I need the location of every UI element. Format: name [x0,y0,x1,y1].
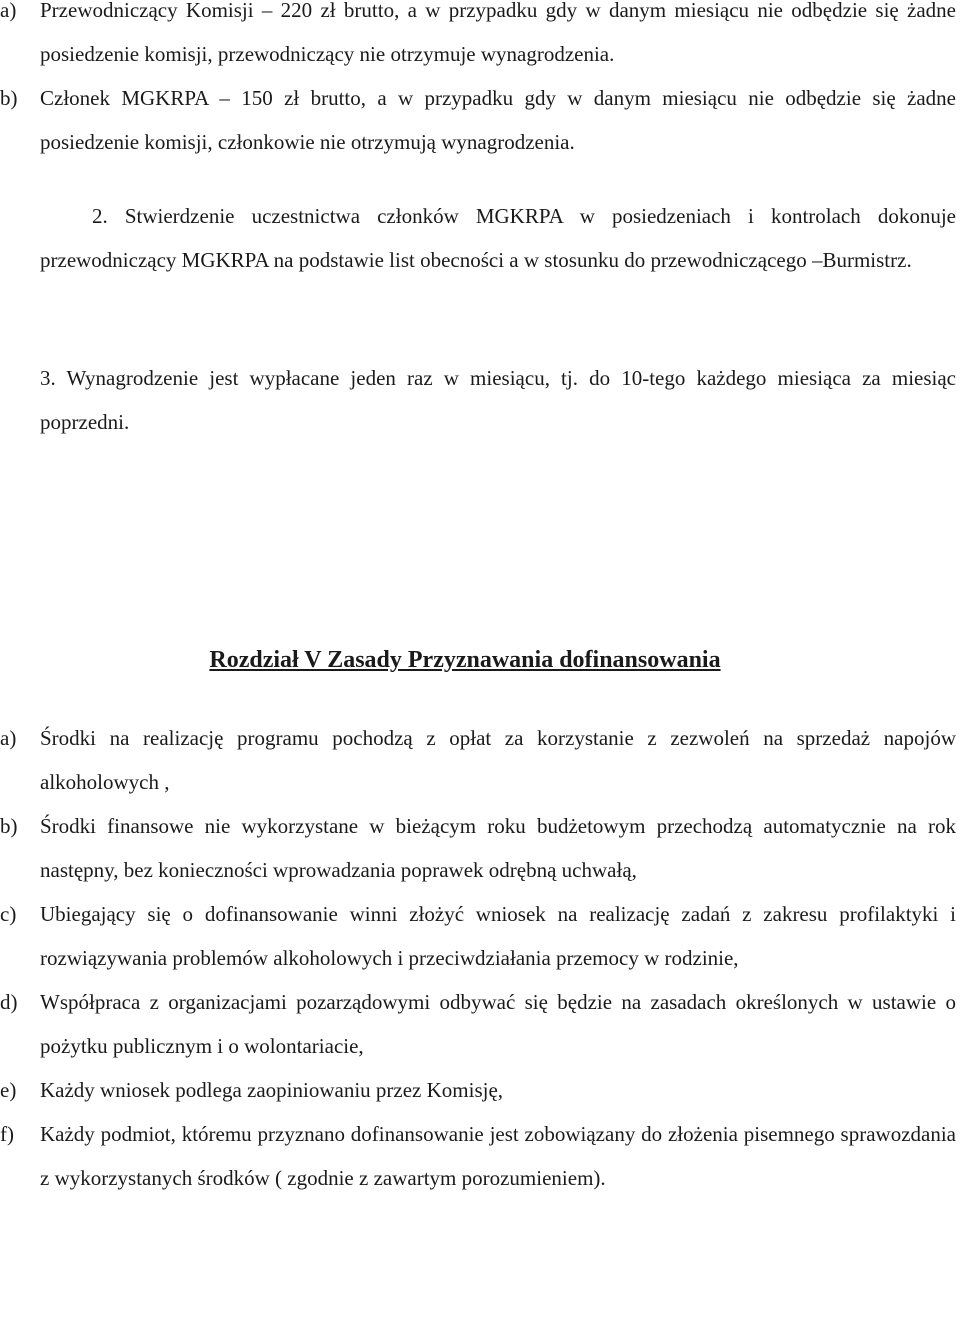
list-item-text: Środki finansowe nie wykorzystane w bieżącym roku budżetowym przechodzą automatycznie na rok następny, bez konieczności wprowadzania poprawek odrębną uchwałą, [40,814,956,882]
list-marker: d) [0,990,18,1014]
list-item [0,804,960,892]
paragraph-text: 3. Wynagrodzenie jest wypłacane jeden raz w miesiącu, tj. do 10-tego każdego miesiąca za miesiąc poprzedni. [40,366,956,434]
paragraph-payment [0,356,960,444]
list-item [0,76,960,164]
list-item-text: Każdy podmiot, któremu przyznano dofinansowanie jest zobowiązany do złożenia pisemnego sprawozdania z wykorzystanych środków ( zgodnie z zawartym porozumieniem). [40,1122,956,1190]
list-item-text: Przewodniczący Komisji – 220 zł brutto, a w przypadku gdy w danym miesiącu nie odbędzie się żadne posiedzenie komisji, przewodniczący nie otrzymuje wynagrodzenia. [40,0,956,66]
list-marker: b) [0,814,18,838]
list-marker: a) [0,0,17,22]
list-marker: c) [0,902,17,926]
list-item-text: Członek MGKRPA – 150 zł brutto, a w przypadku gdy w danym miesiącu nie odbędzie się żadne posiedzenie komisji, członkowie nie otrzymują wynagrodzenia. [40,86,956,154]
list-marker: f) [0,1122,14,1146]
funding-rules-list [0,716,960,1200]
list-item [0,1112,960,1200]
list-item-text: Ubiegający się o dofinansowanie winni złożyć wniosek na realizację zadań z zakresu profilaktyki i rozwiązywania problemów alkoholowych i przeciwdziałania przemocy w rodzinie, [40,902,956,970]
list-item-text: Każdy wniosek podlega zaopiniowaniu przez Komisję, [40,1078,504,1102]
list-marker: e) [0,1078,17,1102]
list-item [0,1068,960,1112]
list-item [0,0,960,76]
remuneration-list [0,0,960,164]
section-heading: Rozdział V Zasady Przyznawania dofinansowania [209,647,721,673]
list-item-text: Środki na realizację programu pochodzą z opłat za korzystanie z zezwoleń na sprzedaż napojów alkoholowych , [40,726,956,794]
list-marker: b) [0,86,18,110]
list-marker: a) [0,726,17,750]
paragraph-attendance [0,194,960,282]
list-item [0,892,960,980]
list-item-text: Współpraca z organizacjami pozarządowymi odbywać się będzie na zasadach określonych w ustawie o pożytku publicznym i o wolontariacie, [40,990,956,1058]
list-item [0,716,960,804]
paragraph-text: 2. Stwierdzenie uczestnictwa członków MGKRPA w posiedzeniach i kontrolach dokonuje przewodniczący MGKRPA na podstawie list obecności a w stosunku do przewodniczącego –Burmistrz. [40,204,956,272]
list-item [0,980,960,1068]
